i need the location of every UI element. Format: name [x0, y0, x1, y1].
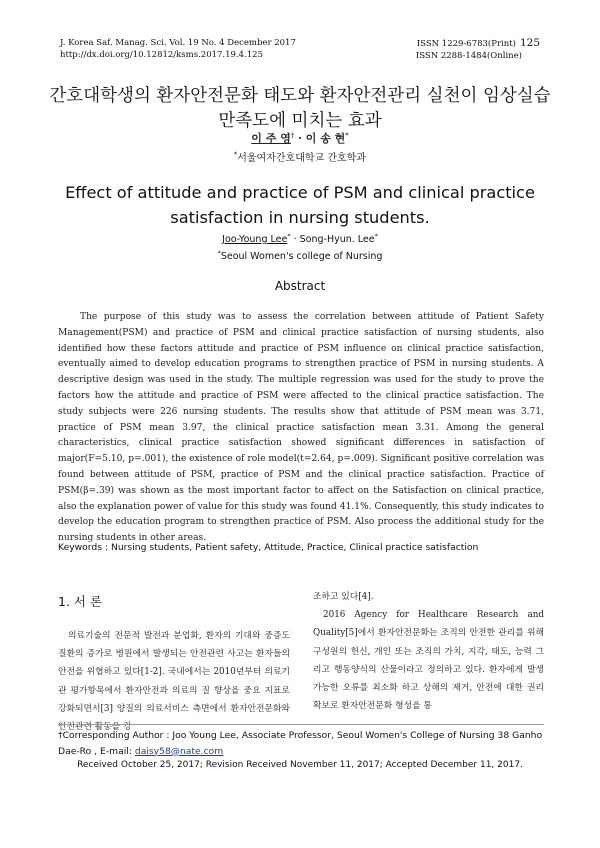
abstract-heading: Abstract: [274, 279, 326, 293]
english-title-line-2: satisfaction in nursing students.: [170, 208, 430, 227]
korean-author-2: 이 송 현: [305, 132, 346, 145]
english-title: [30, 180, 570, 230]
received-dates: Received October 25, 2017; Revision Received November 11, 2017; Accepted December 11, 2017.: [77, 760, 523, 770]
running-header-left: [60, 37, 296, 61]
intro-left-column: 의료기술의 전문적 발전과 분업화, 환자의 기대와 중증도 질환의 증가로 병원에서 발생되는 안전관련 사고는 환자들의 안전을 위협하고 있다[1-2]. 국내에서는 2010년부터 의료기관 평가항목에서 환자안전과 의료의 질 향상을 중요 지표로 강화되면서[3] 양질의 의료서비스 측면에서 환자안전문화와 안전관련 활동을 강: [58, 631, 290, 733]
english-author-1: Joo-Young Lee: [222, 234, 288, 246]
korean-title-line-2: 만족도에 미치는 효과: [218, 111, 382, 131]
keywords: Keywords : Nursing students, Patient safety, Attitude, Practice, Clinical practice satisfaction: [58, 542, 479, 553]
korean-authors: 이 주 영† · 이 송 현*: [251, 131, 349, 145]
english-title-line-1: Effect of attitude and practice of PSM and clinical practice: [65, 183, 535, 202]
doi-text: http://dx.doi.org/10.12812/ksms.2017.19.4.125: [60, 50, 263, 60]
corresponding-author-note: [58, 728, 544, 759]
english-affiliation-line: *Seoul Women's college of Nursing: [217, 249, 383, 263]
korean-title: [40, 84, 560, 134]
page-number: 125: [519, 37, 540, 49]
email-link[interactable]: daisy58@nate.com: [134, 745, 224, 757]
korean-title-line-1: 간호대학생의 환자안전문화 태도와 환자안전관리 실천이 임상실습: [49, 86, 551, 106]
issn-print: ISSN 1229-6783(Print): [416, 39, 516, 49]
running-header-right: [416, 37, 540, 62]
section-heading-introduction: 1. 서 론: [58, 594, 103, 609]
abstract-body: The purpose of this study was to assess the correlation between attitude of Patient Safety Management(PSM) and practice of PSM and clinical practice satisfaction of nursing students, also identified how these factors attitude and practice of PSM influence on clinical practice satisfaction, eventually aimed to develop education programs to strengthen practice of PSM in nursing students. A descriptive design was used in the study. The multiple regression was used for the study to prove the factors how the attitude and practice of PSM were affected to the clinical practice satisfaction. The study subjects were 226 nursing students. The results show that attitude of PSM mean was 3.71, practice of PSM mean 3.97, the clinical practice satisfaction mean 3.31. Among the general characteristics, clinical practice satisfaction showed significant differences in satisfaction of major(F=5.10, p=.001), the existence of role model(t=2.64, p=.009). Significant positive correlation was found between attitude of PSM, practice of PSM and the clinical practice satisfaction. Practice of PSM(β=.39) was shown as the most important factor to affect on the Satisfaction on clinical practice, also the explanation power of value for this study was found 41.1%. Consequently, this study indicates to develop the education program to strengthen practice of PSM. Also process the additional study for the nursing students in other areas.: [58, 312, 544, 544]
korean-author-1: 이 주 영: [251, 132, 291, 145]
corresponding-mark: †: [290, 131, 295, 140]
korean-affiliation: 서울여자간호대학교 간호학과: [237, 153, 366, 164]
intro-right-para-2: 2016 Agency for Healthcare Research and Quality[5]에서 환자안전문화는 조직의 안전한 관리를 위해 구성원의 헌신, 개인 또는 조직의 가치, 지각, 태도, 능력 그리고 행동양식의 산물이라고 정의하고 있다. 환자에게 발생 가능한 오류를 최소화 하고 상해의 제거, 안전에 대한 권리 확보로 환자안전문화 형성을 통: [313, 610, 544, 712]
issn-online: ISSN 2288-1484(Online): [415, 51, 522, 61]
footnote-divider: [58, 724, 544, 725]
english-authors: Joo-Young Lee* · Song-Hyun. Lee*: [222, 232, 378, 246]
korean-affiliation-line: *서울여자간호대학교 간호학과: [233, 150, 366, 164]
journal-citation: J. Korea Saf. Manag. Sci. Vol. 19 No. 4 December 2017: [60, 38, 296, 48]
corresponding-author-text: †Corresponding Author : Joo Young Lee, Associate Professor, Seoul Women's College of Nursing 38 Ganho Dae-Ro , E-mail:: [58, 730, 543, 757]
intro-right-column: [313, 588, 544, 715]
english-affiliation: Seoul Women's college of Nursing: [220, 251, 383, 263]
english-author-2: Song-Hyun. Lee: [299, 234, 375, 246]
intro-right-para-1: 조하고 있다[4].: [313, 592, 374, 602]
